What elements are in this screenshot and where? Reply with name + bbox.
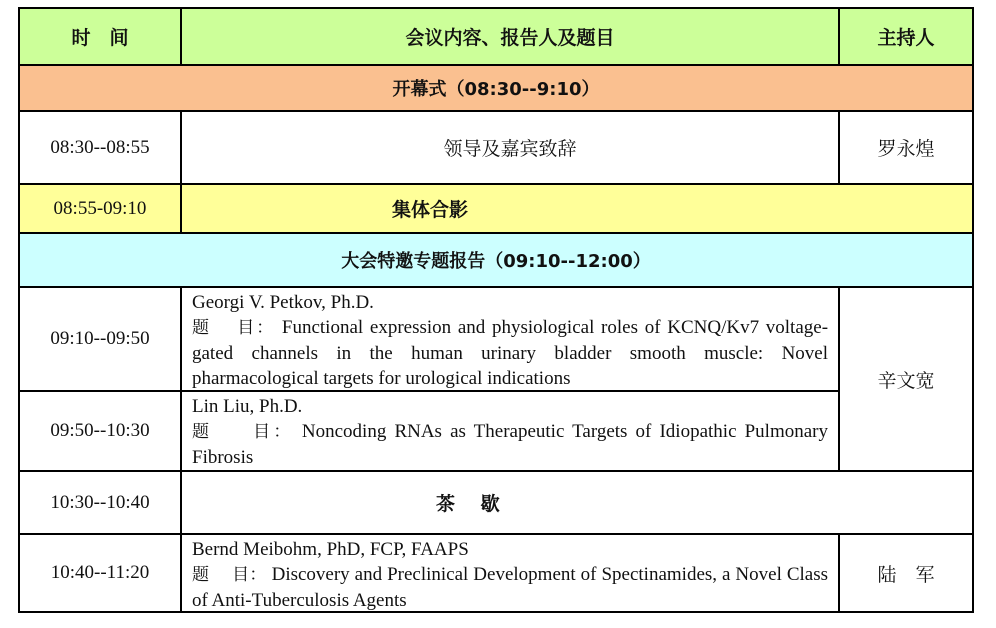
title-label: 题 目： [192, 422, 294, 442]
session-opening-title: 开幕式（08:30--9:10） [18, 64, 974, 112]
header-host: 主持人 [838, 7, 974, 66]
talk-title: Discovery and Preclinical Development of Spectinamides, a Novel Class of Anti-Tuberculosis Agents [192, 564, 829, 611]
host-cell: 辛文宽 [838, 286, 974, 472]
header-row [18, 7, 974, 66]
session-opening-row [18, 64, 974, 112]
schedule-row-speech [18, 110, 974, 185]
talk-title: Functional expression and physiological roles of KCNQ/Kv7 voltage-gated channels in the human urinary bladder smooth muscle: Novel pharmacological targets for urological indications [192, 317, 829, 389]
talk-content-cell [180, 286, 840, 392]
speaker-name: Georgi V. Petkov, Ph.D. [192, 292, 374, 313]
talks-block-2 [18, 533, 974, 613]
time-cell: 10:30--10:40 [18, 470, 182, 535]
time-cell: 08:30--08:55 [18, 110, 182, 185]
title-label: 题 目： [192, 565, 267, 585]
talk-title: Noncoding RNAs as Therapeutic Targets of Idiopathic Pulmonary Fibrosis [192, 421, 829, 468]
schedule-row-tea [18, 470, 974, 535]
speaker-name: Bernd Meibohm, PhD, FCP, FAAPS [192, 539, 469, 560]
talk-content-cell [180, 533, 840, 613]
session-plenary-title: 大会特邀专题报告（09:10--12:00） [18, 232, 974, 288]
time-cell: 10:40--11:20 [18, 533, 182, 613]
host-cell: 陆 军 [838, 533, 974, 613]
time-cell: 09:50--10:30 [18, 390, 182, 472]
header-content: 会议内容、报告人及题目 [180, 7, 840, 66]
talk-content-cell [180, 390, 840, 472]
host-cell: 罗永煌 [838, 110, 974, 185]
content-cell: 领导及嘉宾致辞 [180, 110, 840, 185]
time-cell: 08:55-09:10 [18, 183, 182, 234]
time-cell: 09:10--09:50 [18, 286, 182, 392]
content-cell: 茶 歇 [180, 470, 974, 535]
title-label: 题 目： [192, 318, 276, 338]
header-time: 时 间 [18, 7, 182, 66]
session-plenary-row [18, 232, 974, 288]
schedule-row-photo [18, 183, 974, 234]
talks-block-1 [18, 286, 974, 472]
speaker-name: Lin Liu, Ph.D. [192, 396, 303, 417]
content-cell: 集体合影 [180, 183, 974, 234]
